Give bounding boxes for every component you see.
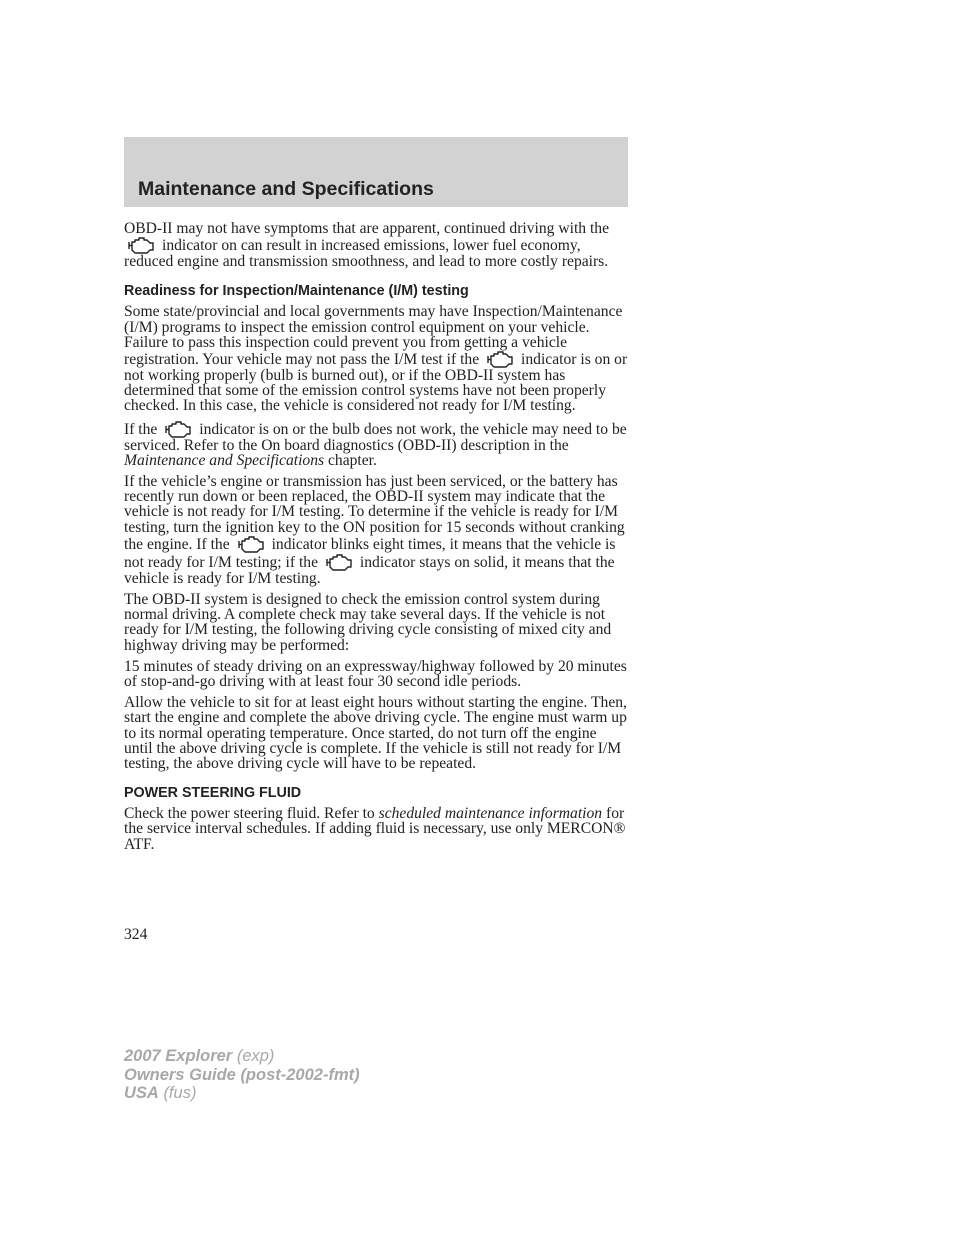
footer-model-code: (exp) — [236, 1047, 275, 1065]
section-heading-power-steering: POWER STEERING FLUID — [124, 785, 302, 802]
power-steering-text-a: Check the power steering fluid. Refer to — [124, 805, 375, 823]
section-heading-readiness: Readiness for Inspection/Maintenance (I/M) testing — [124, 283, 469, 300]
readiness-p3-text-a: If the vehicle’s engine or transmission has just been serviced, or the battery has recently run down or been replaced, the OBD-II system may indicate that the vehicle is not ready for I/M testing. To determine if the vehicle is ready for I/M testing, turn the ignition key to the ON position for 15 seconds without cranking the engine. If the — [124, 473, 625, 553]
readiness-paragraph-1 — [124, 304, 628, 413]
footer-market: USA — [124, 1084, 159, 1102]
intro-text-a: OBD-II may not have symptoms that are apparent, continued driving with the — [124, 220, 610, 237]
readiness-p3-text-c: indicator stays on solid, it means that the vehicle is ready for I/M testing. — [124, 553, 615, 587]
readiness-p2-text-d: chapter. — [327, 451, 377, 469]
schedule-reference: scheduled maintenance information — [378, 805, 603, 823]
footer-guide: Owners Guide (post-2002-fmt) — [124, 1065, 360, 1084]
page-number: 324 — [124, 926, 148, 943]
intro-paragraph — [124, 221, 628, 269]
readiness-paragraph-6: Allow the vehicle to sit for at least eight hours without starting the engine. Then, start the engine and complete the above driving cycle. The engine must warm up to its normal operating temperature. Once started, do not turn off the engine until the above driving cycle is complete. If the vehicle is still not ready for I/M testing, the above driving cycle will have to be repeated. — [124, 694, 627, 773]
readiness-paragraph-5: 15 minutes of steady driving on an expressway/highway followed by 20 minutes of stop-and-go driving with at least four 30 second idle periods. — [124, 657, 627, 691]
readiness-paragraph-4: The OBD-II system is designed to check the emission control system during normal driving. A complete check may take several days. If the vehicle is not ready for I/M testing, the following driving cycle consisting of mixed city and highway driving may be performed: — [124, 591, 612, 654]
footer-model: 2007 Explorer — [124, 1047, 233, 1065]
readiness-paragraph-3 — [124, 474, 628, 586]
footer-market-code: (fus) — [163, 1084, 197, 1102]
footer-line-1 — [124, 1047, 360, 1066]
readiness-paragraph-2 — [124, 420, 628, 468]
check-engine-icon — [236, 535, 266, 553]
readiness-p1-text-b: indicator is on or not working properly (bulb is burned out), or if the OBD-II system has determined that some of the emission control systems have not been properly checked. In this case, the vehicle is considered not ready for I/M testing. — [124, 351, 628, 415]
readiness-p3-text-b: indicator blinks eight times, it means that the vehicle is not ready for I/M testing; if the — [124, 535, 616, 571]
page-content — [124, 221, 628, 858]
readiness-p2-text-b: indicator is on or the bulb does not work, the vehicle may need to be serviced. Refer to the On board diagnostics (OBD-II) description in the — [124, 420, 627, 454]
document-footer — [124, 1047, 360, 1103]
check-engine-icon — [324, 553, 354, 571]
power-steering-text-c: for the service interval schedules. If adding fluid is necessary, use only MERCON® ATF. — [124, 805, 626, 853]
readiness-p2-text-a: If the — [124, 420, 158, 438]
intro-text-b: indicator on can result in increased emissions, lower fuel economy, reduced engine and transmission smoothness, and lead to more costly repairs. — [124, 237, 609, 271]
section-header-title: Maintenance and Specifications — [138, 178, 434, 200]
check-engine-icon — [163, 420, 193, 438]
check-engine-icon — [485, 350, 515, 368]
readiness-p1-text-a: Some state/provincial and local governments may have Inspection/Maintenance (I/M) programs to inspect the emission control equipment on your vehicle. Failure to pass this inspection could prevent you from getting a vehicle registration. Your vehicle may not pass the I/M test if the — [124, 303, 623, 369]
power-steering-paragraph — [124, 806, 628, 852]
check-engine-icon — [126, 236, 156, 254]
footer-line-3 — [124, 1084, 360, 1103]
chapter-reference: Maintenance and Specifications — [124, 451, 325, 469]
footer-line-2 — [124, 1066, 360, 1085]
